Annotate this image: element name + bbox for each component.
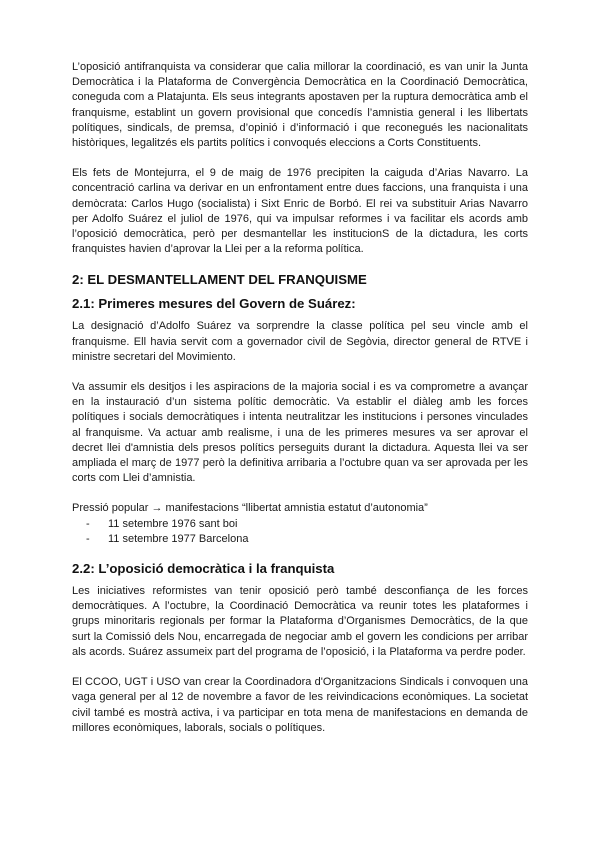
subsection-heading-primeres-mesures: 2.1: Primeres mesures del Govern de Suárez: bbox=[72, 296, 356, 312]
paragraph-iniciatives-reformistes: Les iniciatives reformistes van tenir oposició però també desconfiança de les forces democràtiques. A l’octubre, la Coordinació Democràtica va reunir totes les plataformes i grups minoritaris regionals per formar la Plataforma d’Organismes Democràtics, de la que surt la Comissió dels Nou, encarregada de negociar amb el govern les condicions per arribar als acords. Suárez assumeix part del programa de l’oposició, i la Plataforma va perdre poder. bbox=[72, 585, 528, 658]
manifestacions-list bbox=[72, 517, 528, 547]
subsection-heading-oposicio: 2.2: L’oposició democràtica i la franquista bbox=[72, 561, 335, 577]
paragraph-sindicats: El CCOO, UGT i USO van crear la Coordinadora d'Organitzacions Sindicals i convoquen una vaga general per al 12 de novembre a favor de les reivindicacions econòmiques. La societat civil també es mostrà activa, i va participar en tota mena de manifestacions en demanda de millores econòmiques, laborals, socials o polítiques. bbox=[72, 676, 528, 734]
list-dash: - bbox=[86, 517, 90, 530]
list-item-text: 11 setembre 1976 sant boi bbox=[108, 517, 238, 530]
section-heading-desmantellament: 2: EL DESMANTELLAMENT DEL FRANQUISME bbox=[72, 272, 367, 288]
list-item-text: 11 setembre 1977 Barcelona bbox=[108, 532, 249, 545]
paragraph-aspiracions: Va assumir els desitjos i les aspiracions de la majoria social i es va comprometre a avançar en la instauració d’un sistema polític democràtic. Va establir el diàleg amb les forces polítiques i socials democràtiques i intenta neutralitzar les institucions i persones vinculades al franquisme. Va actuar amb realisme, i una de les primeres mesures va ser aprovar el decret llei d'amnistia dels presos polítics perseguits durant la dictadura. Aquesta llei va ser ampliada el març de 1977 però la definitiva arribaria a l’octubre quan va ser aprovada per les corts com Llei d’amnistia. bbox=[72, 381, 528, 485]
list-dash: - bbox=[86, 532, 90, 545]
paragraph-montejurra: Els fets de Montejurra, el 9 de maig de 1976 precipiten la caiguda d’Arias Navarro. La concentració carlina va derivar en un enfrontament entre dues faccions, una franquista i una demòcrata: Carlos Hugo (socialista) i Sixt Enric de Borbó. El rei va substituir Arias Navarro per Adolfo Suárez el juliol de 1976, qui va impulsar reformes i va facilitar els acords amb l’oposició democràtica, però per desmantellar les institucionS de la dictadura, les corts franquistes havien d’aprovar la Llei per a la reforma política. bbox=[72, 167, 528, 256]
list-item bbox=[72, 532, 528, 547]
paragraph-platajunta: L’oposició antifranquista va considerar que calia millorar la coordinació, es van unir la Junta Democràtica i la Plataforma de Convergència Democràtica en la Coordinació Democràtica, coneguda com a Platajunta. Els seus integrants apostaven per la ruptura democràtica amb el franquisme, establint un govern provisional que concedís l’amnistia general i les llibertats polítiques, sindicals, de premsa, d’opinió i d’informació i que reconegués les nacionalitats històriques, legalitzés els partits polítics i convoqués eleccions a Corts Constituents. bbox=[72, 61, 528, 150]
document-page bbox=[72, 60, 528, 751]
list-item bbox=[72, 517, 528, 532]
paragraph-designacio-suarez: La designació d’Adolfo Suárez va sorprendre la classe política pel seu vincle amb el franquisme. Ell havia servit com a governador civil de Segòvia, director general de RTVE i ministre secretari del Movimiento. bbox=[72, 320, 528, 363]
list-label-pressio-popular: Pressió popular → manifestacions “llibertat amnistia estatut d’autonomia” bbox=[72, 502, 428, 515]
